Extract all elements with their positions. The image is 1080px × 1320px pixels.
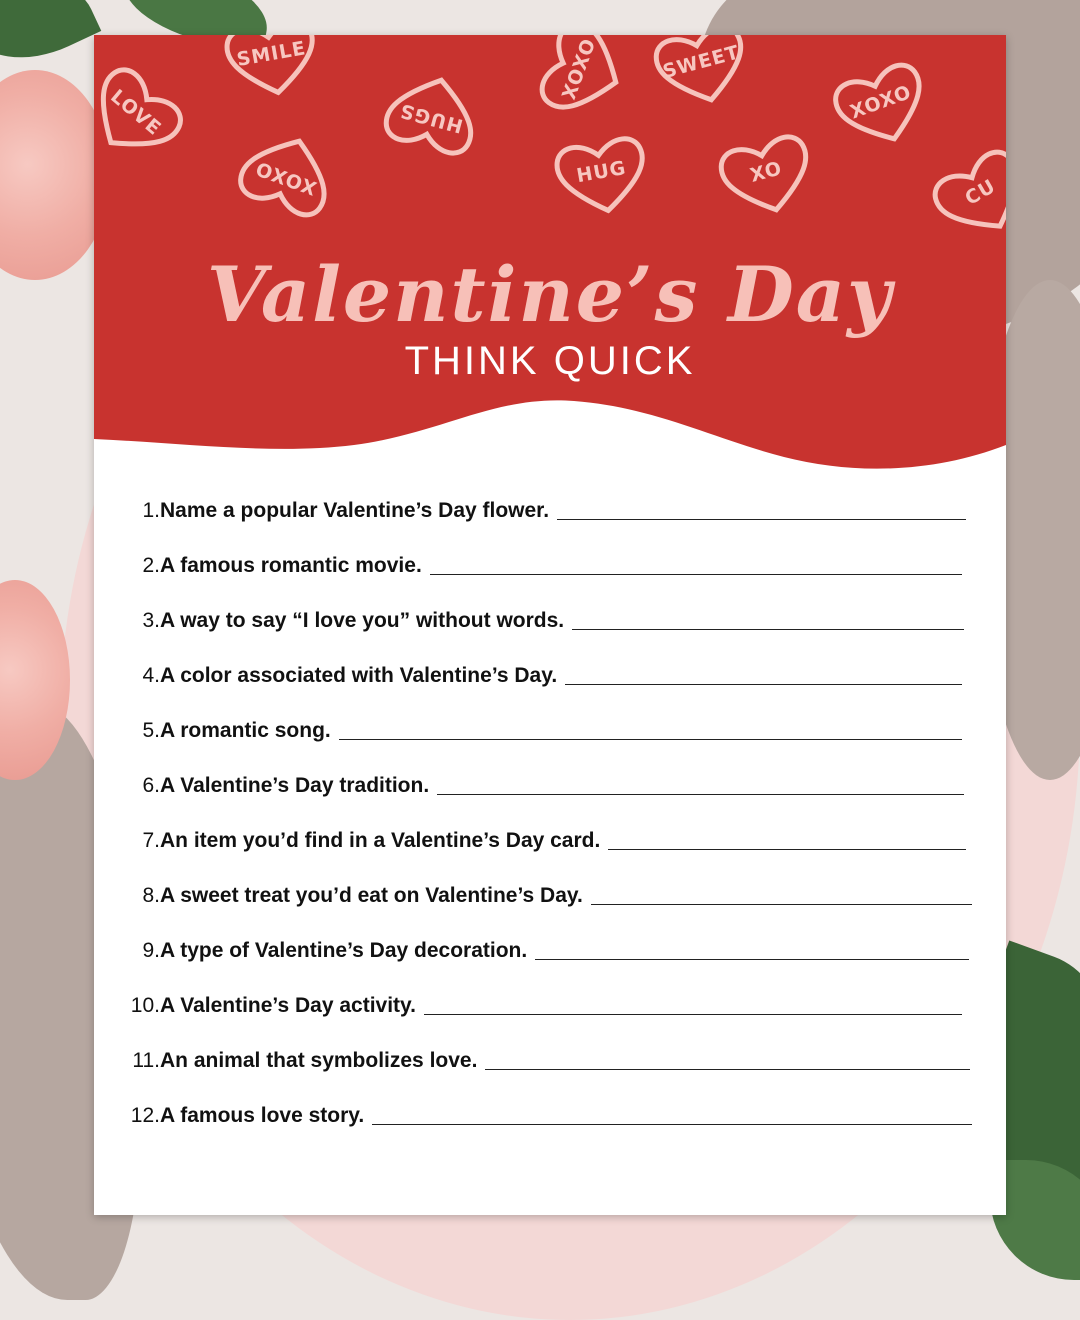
answer-line[interactable] [339, 739, 962, 740]
question-row [94, 483, 966, 523]
worksheet-title: Valentine’s Day [206, 250, 894, 339]
candy-heart-icon [548, 127, 656, 222]
heart-word: CU [961, 175, 1000, 210]
heart-word: HUG [574, 156, 628, 188]
question-row [94, 1088, 972, 1128]
question-row [94, 813, 966, 853]
question-row [94, 1033, 970, 1073]
candy-heart-icon [920, 136, 1006, 253]
worksheet [94, 35, 1006, 1215]
candy-heart-icon [823, 51, 941, 159]
answer-line[interactable] [557, 519, 966, 520]
worksheet-subtitle: THINK QUICK [404, 339, 696, 383]
question-row [94, 538, 962, 578]
question-text: A type of Valentine’s Day decoration. [160, 939, 528, 962]
heart-word: SWEET [660, 41, 743, 83]
question-text: A Valentine’s Day tradition. [160, 774, 430, 797]
question-number: 1. [142, 499, 160, 522]
question-number: 2. [142, 554, 160, 577]
candy-heart-icon [218, 35, 326, 105]
question-row [94, 923, 969, 963]
question-number: 5. [142, 719, 160, 742]
question-text: A sweet treat you’d eat on Valentine’s Day. [160, 884, 583, 907]
question-text: A famous romantic movie. [160, 554, 422, 577]
answer-line[interactable] [565, 684, 962, 685]
answer-line[interactable] [430, 574, 962, 575]
candy-heart-icon [228, 121, 346, 229]
question-row [94, 648, 962, 688]
leaf-decoration [0, 0, 101, 82]
heart-word: XOXO [252, 156, 320, 200]
candy-heart-icon [528, 35, 636, 129]
heart-word: XOXO [847, 80, 915, 124]
heart-word: SMILE [235, 37, 308, 71]
heart-word: XO [747, 157, 785, 187]
answer-line[interactable] [572, 629, 964, 630]
answer-line[interactable] [437, 794, 964, 795]
answer-line[interactable] [485, 1069, 970, 1070]
question-text: A Valentine’s Day activity. [160, 994, 416, 1017]
candy-heart-icon [94, 54, 196, 177]
answer-line[interactable] [591, 904, 972, 905]
question-number: 8. [142, 884, 160, 907]
question-number: 12. [130, 1104, 160, 1127]
answer-line[interactable] [535, 959, 969, 960]
answer-line[interactable] [372, 1124, 972, 1125]
question-text: A famous love story. [160, 1104, 365, 1127]
question-number: 6. [142, 774, 160, 797]
question-row [94, 703, 962, 743]
question-row [94, 868, 972, 908]
candy-heart-icon [645, 35, 758, 116]
question-number: 9. [142, 939, 160, 962]
heart-word: HUGS [397, 98, 466, 137]
question-text: An animal that symbolizes love. [160, 1049, 478, 1072]
answer-line[interactable] [608, 849, 966, 850]
answer-line[interactable] [424, 1014, 962, 1015]
question-text: A romantic song. [160, 719, 331, 742]
question-row [94, 978, 962, 1018]
question-number: 7. [142, 829, 160, 852]
question-text: A color associated with Valentine’s Day. [160, 664, 558, 687]
question-row [94, 593, 964, 633]
question-number: 10. [130, 994, 160, 1017]
candy-heart-icon [710, 124, 823, 226]
heart-word: XOXO [557, 35, 601, 103]
question-row [94, 758, 964, 798]
worksheet-header [94, 35, 1006, 505]
question-number: 11. [132, 1049, 160, 1072]
question-text: Name a popular Valentine’s Day flower. [160, 499, 550, 522]
heart-word: LOVE [106, 85, 166, 141]
question-number: 4. [142, 664, 160, 687]
question-text: An item you’d find in a Valentine’s Day card. [160, 829, 601, 852]
question-number: 3. [142, 609, 160, 632]
candy-heart-icon [375, 64, 488, 166]
question-text: A way to say “I love you” without words. [160, 609, 565, 632]
